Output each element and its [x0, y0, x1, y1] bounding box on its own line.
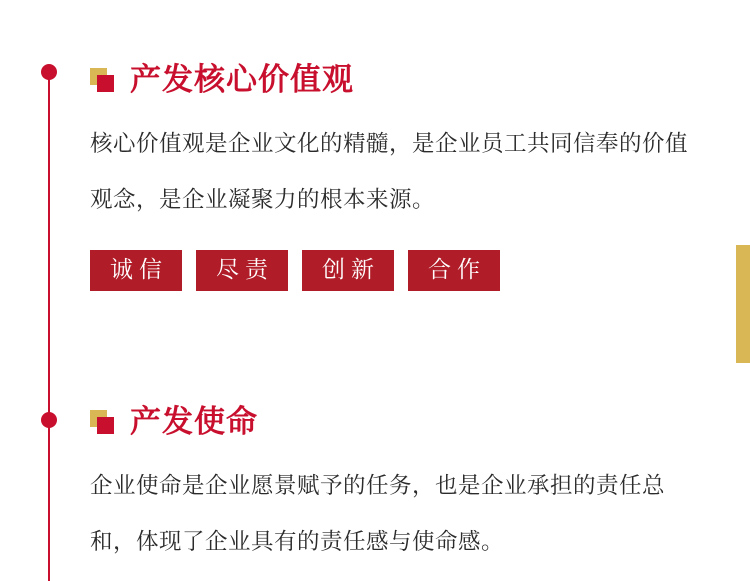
timeline-line: [48, 70, 50, 581]
section-core-values: [90, 58, 710, 291]
right-accent-bar: [736, 245, 750, 363]
section-paragraph: 核心价值观是企业文化的精髓，是企业员工共同信奉的价值观念，是企业凝聚力的根本来源。: [90, 131, 689, 212]
value-tag-list: [90, 250, 710, 291]
bullet-red-square: [97, 75, 114, 92]
timeline-dot-2: [41, 412, 57, 428]
section-paragraph: 企业使命是企业愿景赋予的任务，也是企业承担的责任总和，体现了企业具有的责任感与使命感。: [90, 473, 666, 554]
section-title: 产发核心价值观: [130, 61, 354, 97]
timeline-dot-1: [41, 64, 57, 80]
section-heading: [90, 58, 710, 100]
double-square-bullet-icon: [90, 66, 116, 92]
section-mission: [90, 400, 710, 570]
content-column: [90, 0, 730, 581]
value-tag: 诚信: [90, 250, 182, 291]
value-tag: 创新: [302, 250, 394, 291]
value-tag: 尽责: [196, 250, 288, 291]
section-heading: [90, 400, 710, 442]
bullet-red-square: [97, 417, 114, 434]
section-title: 产发使命: [130, 403, 258, 439]
double-square-bullet-icon: [90, 408, 116, 434]
value-tag: 合作: [408, 250, 500, 291]
